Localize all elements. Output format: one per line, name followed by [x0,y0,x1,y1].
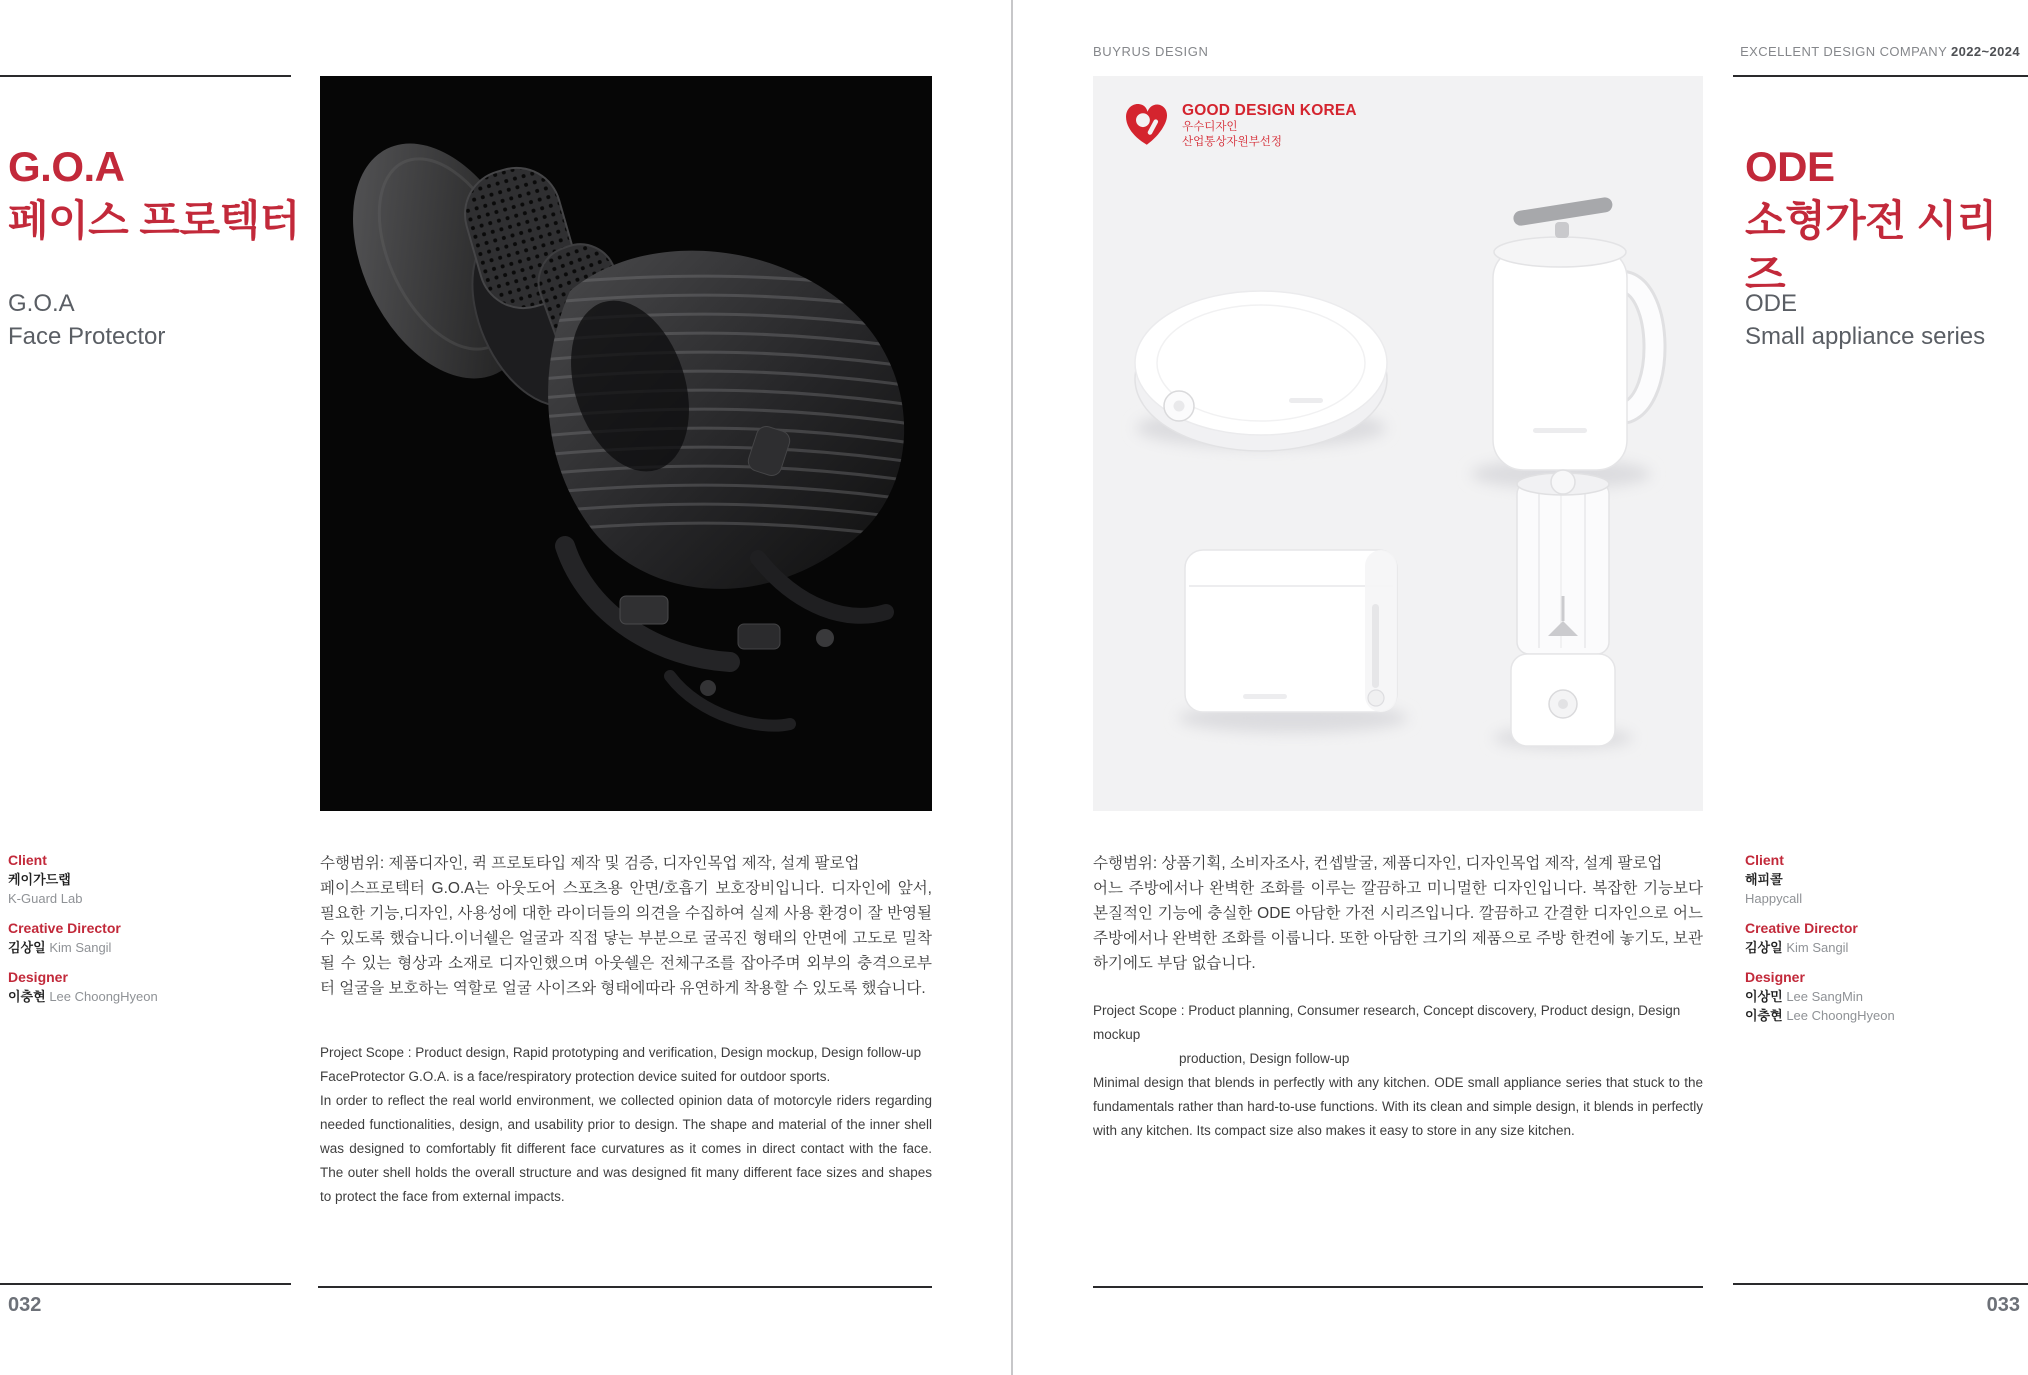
induction-cooktop [1135,291,1387,451]
gd-logo-line2: 산업통상자원부선정 [1182,136,1282,148]
designer-label: Designer [8,969,68,985]
right-body-ko: 어느 주방에서나 완벽한 조화를 이루는 깔끔하고 미니멀한 디자인입니다. 복잡한 기능보다 본질적인 기능에 충실한 ODE 아담한 가전 시리즈입니다. 깔끔하고 간결한 디자인으로 어느 주방에서나 완벽한 조화를 이룹니다. 또한 아담한 크기의 제품으로 주방 한켠에 놓기도, 보관하기에도 부담 없습니다. [1093,880,1703,972]
right-project-title [1745,140,2028,302]
face-protector-photo [320,76,932,811]
right-credit-creative-director [1745,919,2028,957]
right-title-line2: 소형가전 시리즈 [1745,197,1997,298]
right-title-line1: ODE [1745,143,1835,190]
ode-appliances-render [1093,76,1703,811]
right-scope-en-line1: Project Scope : Product planning, Consumer research, Concept discovery, Product design, Design mockup [1093,1003,1681,1042]
blender [1493,470,1633,749]
right-page-number: 033 [1986,1294,2020,1316]
left-title-line2: 페이스 프로텍터 [8,197,300,244]
right-credit-designer [1745,968,2028,1025]
client-name-ko: 해피콜 [1745,872,1783,887]
left-credit-client [8,851,293,908]
designer-label: Designer [1745,969,1805,985]
left-credit-designer [8,968,293,1006]
left-credit-creative-director [8,919,293,957]
ode-appliances-photo [1093,76,1703,811]
designer-name-2: 이충현 Lee ChoongHyeon [1745,1008,1895,1023]
right-sidebar-top-rule [1733,75,2028,77]
right-sidebar-bottom-rule [1733,1283,2028,1285]
left-credits-block [8,851,293,1017]
right-subtitle-line1: ODE [1745,290,1798,317]
left-body-en-line1: FaceProtector G.O.A. is a face/respiratory protection device suited for outdoor sports. [320,1069,831,1084]
right-credit-client [1745,851,2028,908]
client-label: Client [8,852,47,868]
left-body-ko: 페이스프로텍터 G.O.A는 아웃도어 스포츠용 안면/호흡기 보호장비입니다. 디자인에 앞서, 필요한 기능,디자인, 사용성에 대한 라이더들의 의견을 수집하여 실제 사용 환경이 잘 반영될 수 있도록 했습니다.이너쉘은 얼굴과 직접 닿는 부분으로 굴곡진 형태의 안면에 고도로 밀착될 수 있는 형상과 소재로 디자인했으며 아웃쉘은 전체구조를 잡아주며 외부의 충격으로부터 얼굴을 보호하는 역할로 얼굴 사이즈와 형태에따라 유연하게 착용할 수 있도록 했습니다. [320,880,932,997]
right-english-description [1093,999,1703,1143]
gd-logo-text [1182,98,1357,150]
left-project-subtitle [8,287,165,353]
good-design-korea-logo [1123,98,1357,150]
gd-logo-title: GOOD DESIGN KOREA [1182,102,1357,119]
page-spine-divider [1011,0,1013,1375]
gd-heart-mark-icon [1123,98,1169,150]
left-scope-ko: 수행범위: 제품디자인, 퀵 프로토타입 제작 및 검증, 디자인목업 제작, 설계 팔로업 [320,855,860,872]
left-scope-en: Project Scope : Product design, Rapid prototyping and verification, Design mockup, Design follow-up [320,1045,922,1060]
creative-director-name: 김상일 Kim Sangil [8,940,112,955]
creative-director-label: Creative Director [1745,920,1858,936]
award-years: 2022~2024 [1950,44,2020,59]
client-name-ko: 케이가드랩 [8,872,71,887]
left-korean-description [320,851,932,1001]
designer-name-1: 이상민 Lee SangMin [1745,989,1863,1004]
face-protector-render [320,76,932,811]
left-subtitle-line2: Face Protector [8,323,166,350]
left-body-en: In order to reflect the real world environment, we collected opinion data of motorcyle riders regarding needed functionalities, design, and usability prior to design. The shape and material of the inner shell was designed to comfortably fit different face curvatures as it comes in direct contact with the face. The outer shell holds the overall structure and was designed fit many different face sizes and shapes to protect the face from external impacts. [320,1093,932,1204]
left-title-line1: G.O.A [8,143,125,190]
left-page-number: 032 [8,1294,42,1316]
designer-name: 이충현 Lee ChoongHyeon [8,989,158,1004]
right-project-subtitle [1745,287,1985,353]
compact-appliance-box [1178,550,1408,733]
award-label: EXCELLENT DESIGN COMPANY [1740,44,1947,59]
left-sidebar-top-rule [0,75,291,77]
right-subtitle-line2: Small appliance series [1745,323,1986,350]
gd-logo-line1: 우수디자인 [1182,121,1238,133]
creative-director-label: Creative Director [8,920,121,936]
client-name-en: Happycall [1745,891,1803,906]
left-sidebar-bottom-rule [0,1283,291,1285]
client-label: Client [1745,852,1784,868]
right-korean-description [1093,851,1703,976]
right-body-en: Minimal design that blends in perfectly with any kitchen. ODE small appliance series that stuck to the fundamentals rather than hard-to-use functions. With its clean and simple design, it blends in perfectly with any kitchen. Its compact size also makes it easy to store in any size kitchen. [1093,1075,1703,1138]
running-header-award [1740,44,2020,59]
right-column-bottom-rule [1093,1286,1703,1288]
creative-director-name: 김상일 Kim Sangil [1745,940,1849,955]
right-scope-ko: 수행범위: 상품기획, 소비자조사, 컨셉발굴, 제품디자인, 디자인목업 제작, 설계 팔로업 [1093,855,1663,872]
running-header-brand: BUYRUS DESIGN [1093,44,1209,59]
client-name-en: K-Guard Lab [8,891,83,906]
left-english-description [320,1041,932,1209]
left-column-bottom-rule [318,1286,932,1288]
right-scope-en-line2: production, Design follow-up [1179,1051,1350,1066]
right-credits-block [1745,851,2028,1036]
electric-kettle [1471,196,1655,489]
left-subtitle-line1: G.O.A [8,290,75,317]
left-project-title [8,140,300,248]
main-ribbed-shell [520,251,932,589]
